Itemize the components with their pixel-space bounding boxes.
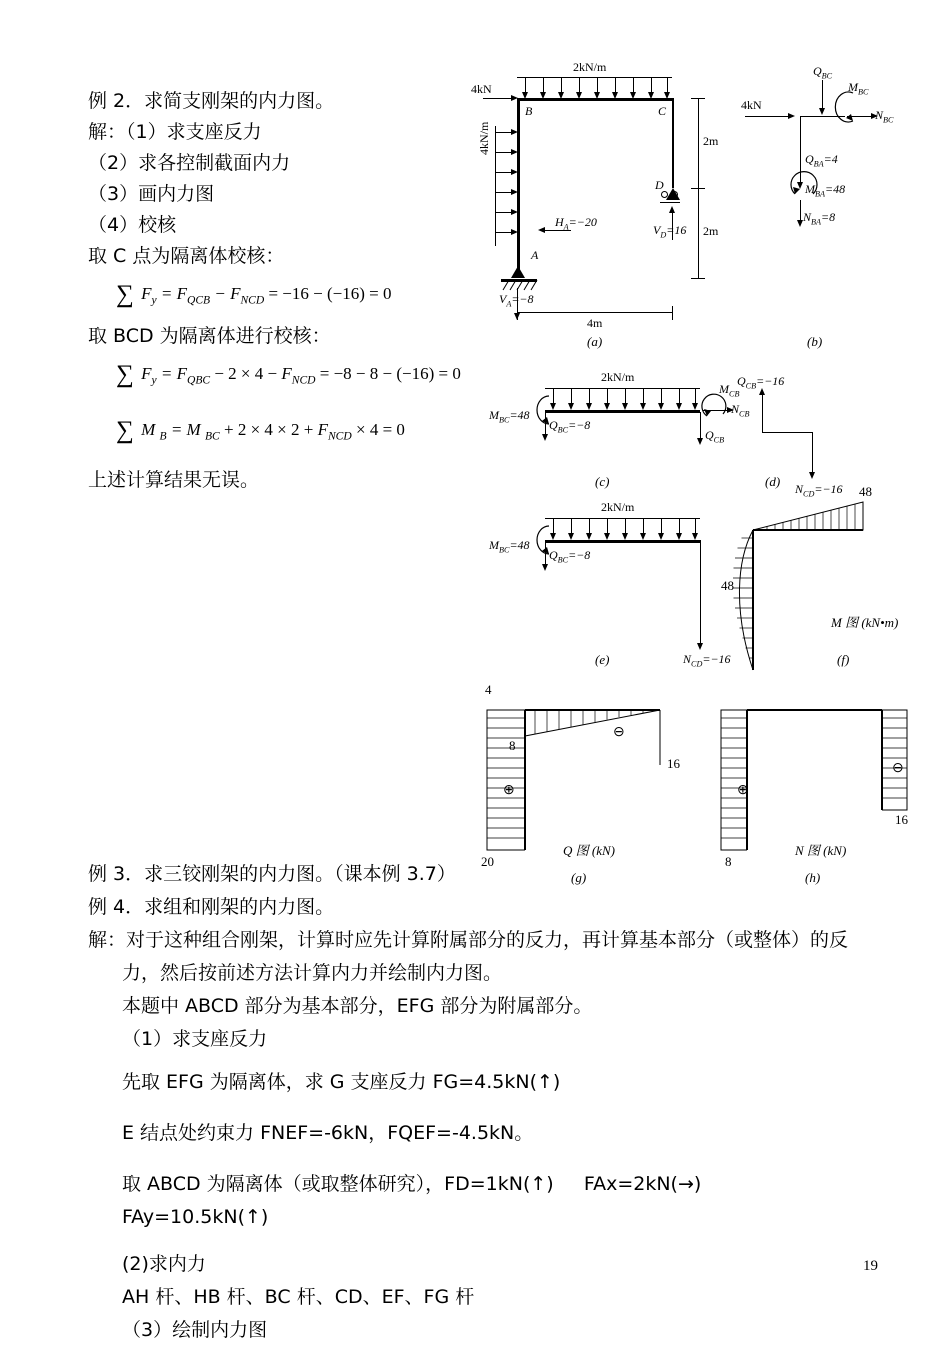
text-line: （3）绘制内力图 [122,1319,268,1341]
label-f-left: 48 [721,578,734,593]
title-m-diagram: M 图 (kN•m) [831,615,899,630]
text-line: 解：（1）求支座反力 [88,121,262,143]
label-dim-bot: 2m [703,224,719,238]
caption-e: (e) [595,652,610,667]
text-line: 解：对于这种组合刚架，计算时应先计算附属部分的反力，再计算基本部分（或整体）的反 [88,929,849,951]
label-node-B: B [525,104,533,118]
label-node-D: D [655,178,664,192]
label-node-A: A [531,248,539,262]
text-line: E 结点处约束力 FNEF=-6kN，FQEF=-4.5kN。 [122,1122,534,1144]
label-4kN-b: 4kN [741,98,762,112]
text-line: 例 4．求组和刚架的内力图。 [88,896,335,918]
caption-b: (b) [807,334,823,349]
text-line: 取 BCD 为隔离体进行校核： [88,325,331,348]
text-line: 例 3．求三铰刚架的内力图。（课本例 3.7） [88,863,456,885]
label-NCB-c: $N_{CB}$ [731,402,750,419]
label-QCB-d: $Q_{CB}=-16$ [737,374,785,391]
figure-group [455,60,935,885]
text-line: 例 2．求简支刚架的内力图。 [88,90,335,112]
n-diagram [727,690,947,860]
hatching-a [501,280,541,292]
m-diagram [733,490,933,680]
text-line: 先取 EFG 为隔离体，求 G 支座反力 FG=4.5kN(↑) [122,1071,561,1093]
caption-f: (f) [837,652,850,667]
caption-h: (h) [805,870,821,885]
label-QBA-b: $Q_{BA}=4$ [805,152,838,169]
q-diagram [495,690,725,860]
label-column-udl-a: 4kN/m [477,121,491,155]
label-udl-c: 2kN/m [601,370,635,384]
label-HA: $H_A=-20$ [555,215,597,232]
text-line: （2）求各控制截面内力 [88,152,291,174]
left-text-column [88,86,468,496]
text-line: 上述计算结果无误。 [88,469,260,492]
label-QCB-c: $Q_{CB}$ [705,428,725,445]
sign-positive-h: ⊕ [737,783,749,798]
label-f-top: 48 [859,484,872,499]
label-udl-e: 2kN/m [601,500,635,514]
text-line: 本题中 ABCD 部分为基本部分，EFG 部分为附属部分。 [122,995,593,1017]
label-MCB-c: $M_{CB}$ [719,382,740,399]
label-span: 4m [587,316,603,330]
equation-3: ∑ M $_B$ = M $_{BC} + 2 \times 4 \times 2 + F_{NCD} \times 4 = 0$ [116,416,405,444]
text-line: 取 ABCD 为隔离体（或取整体研究），FD=1kN(↑) FAx=2kN(→) FAy=10.5kN(↑) [122,1173,750,1228]
title-n-diagram: N 图 (kN) [795,843,847,858]
label-dim-top: 2m [703,134,719,148]
label-NBA-b: $N_{BA}=8$ [803,210,836,227]
text-line: AH 杆、HB 杆、BC 杆、CD、EF、FG 杆 [122,1286,475,1308]
label-VA: $V_A=-8$ [499,292,534,309]
equation-1: ∑ $F_y = F_{QCB} - F_{NCD} = -16 - (-16) = 0$ [116,281,392,308]
label-g-bottom: 20 [481,854,494,869]
label-4kN-a: 4kN [471,82,492,96]
label-MBC-b: $M_{BC}$ [848,80,869,97]
label-g-topleft: 4 [485,682,492,697]
label-NBC-b: $N_{BC}$ [875,108,894,125]
text-line: （3）画内力图 [88,183,215,205]
text-line: 力，然后按前述方法计算内力并绘制内力图。 [122,962,503,984]
sign-negative-g: ⊖ [613,725,625,740]
title-q-diagram: Q 图 (kN) [563,843,615,858]
text-line: (2)求内力 [122,1253,206,1275]
label-QBC-b: $Q_{BC}$ [813,64,833,81]
label-h-bottom: 8 [725,854,732,869]
text-line: （4）校核 [88,214,177,236]
label-NCD-e: $N_{CD}=-16$ [683,652,731,669]
label-g-midleft: 8 [509,738,516,753]
caption-d: (d) [765,474,781,489]
label-MBC-e: $M_{BC}=48$ [489,538,530,555]
caption-g: (g) [571,870,587,885]
caption-c: (c) [595,474,610,489]
label-MBC-c: $M_{BC}=48$ [489,408,530,425]
label-NCD-d: $N_{CD}=-16$ [795,482,843,499]
label-VD: $V_D=16$ [653,223,687,240]
sign-positive-g: ⊕ [503,783,515,798]
text-line: （1）求支座反力 [122,1028,268,1050]
label-QBC-c: $Q_{BC}=-8$ [549,418,591,435]
label-h-right: 16 [895,812,908,827]
label-node-C: C [658,104,667,118]
page-number: 19 [863,1258,878,1274]
caption-a: (a) [587,334,603,349]
bottom-text-column [88,858,878,1347]
label-udl-a: 2kN/m [573,60,607,74]
label-g-right: 16 [667,756,680,771]
text-line: 取 C 点为隔离体校核： [88,245,285,267]
sign-negative-h: ⊖ [892,761,904,776]
label-QBC-e: $Q_{BC}=-8$ [549,548,591,565]
equation-2: ∑ $F_y = F_{QBC} - 2 \times 4 - F_{NCD} = -8 - 8 - (-16) = 0$ [116,361,461,389]
label-MBA-b: $M_{BA}=48$ [805,182,846,199]
